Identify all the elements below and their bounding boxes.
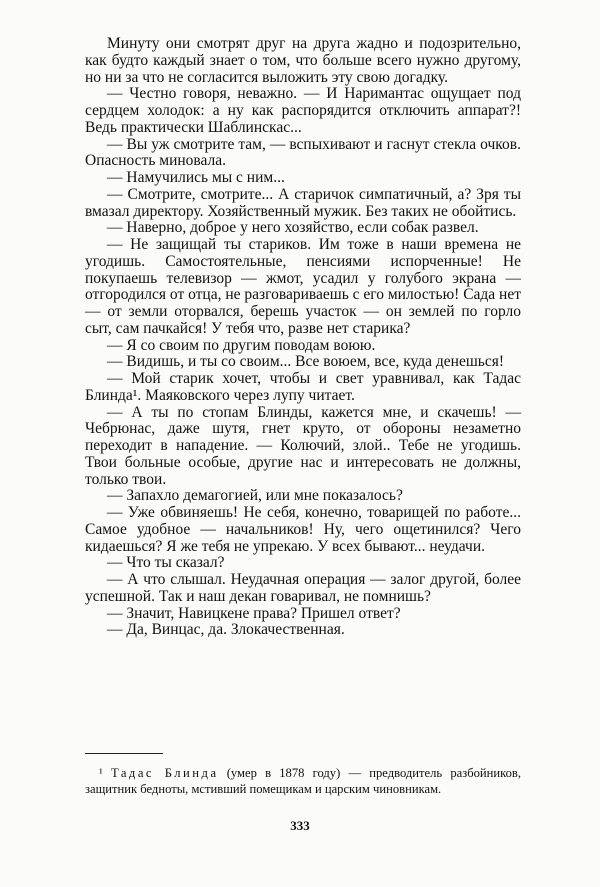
main-text (85, 36, 521, 639)
page-number: 333 (290, 818, 310, 833)
paragraph: Минуту они смотрят друг на друга жадно и подозрительно, как будто каждый знает о том, что больше всего нужно другому, но ни за что не согласится выложить эту свою догадку. (85, 35, 521, 86)
paragraph: — Да, Винцас, да. Злокачественная. (107, 621, 345, 639)
paragraph: — Мой старик хочет, чтобы и свет уравнивал, как Тадас Блинда¹. Маяковского через лупу читает. (85, 370, 521, 404)
footnote (85, 766, 521, 797)
footnote-name: Тадас Блинда (110, 766, 219, 780)
paragraph: — Значит, Навицкене права? Пришел ответ? (107, 604, 401, 622)
footnote-text: (умер в 1878 году) — предводитель разбойников, защитник бедноты, мстивший помещикам и царским чиновникам. (85, 766, 522, 796)
paragraph: — Вы уж смотрите там, — вспыхивают и гаснут стекла очков. Опасность миновала. (85, 135, 521, 170)
paragraph: — Наверно, доброе у него хозяйство, если собак развел. (107, 219, 479, 237)
footnote-marker: ¹ (99, 766, 103, 780)
paragraph: — Не защищай ты стариков. Им тоже в наши времена не угодишь. Самостоятельные, пенсиями испорченные! Не покупаешь телевизор — жмот, усадил у голубого экрана — отгородился от отца, не разговариваешь с его милостью! Сада нет — от земли оторвался, берешь участок — он землей по горло сыт, сам пачкайся! У тебя что, разве нет старика? (85, 236, 521, 337)
paragraph: — Уже обвиняешь! Не себя, конечно, товарищей по работе... Самое удобное — начальников! Ну, чего ощетинился? Чего кидаешься? Я же тебя не упрекаю. У всех бывают... неудачи. (85, 504, 521, 555)
paragraph: — Намучились мы с ним... (107, 169, 285, 186)
paragraph: — Запахло демагогией, или мне показалось? (107, 487, 403, 505)
paragraph: — Что ты сказал? (107, 554, 225, 572)
paragraph: — А ты по стопам Блинды, кажется мне, и скачешь! — Чебрюнас, даже шутя, гнет круто, от обороны незаметно переходит в нападение. — Колючий, злой.. Тебе не угодишь. Твои больные особые, другие нас и интересовать не должны, только твои. (85, 403, 521, 488)
paragraph: — Честно говоря, неважно. — И Наримантас ощущает под сердцем холодок: а ну как распорядится отключить аппарат?! Ведь практически Шаблинскас... (85, 85, 521, 136)
footnote-divider (85, 753, 163, 754)
paragraph: — Видишь, и ты со своим... Все воюем, все, куда денешься! (107, 353, 505, 371)
paragraph: — Я со своим по другим поводам воюю. (107, 336, 376, 354)
paragraph: — А что слышал. Неудачная операция — залог другой, более успешной. Так и наш декан говаривал, не помнишь? (85, 571, 521, 605)
footnote-paragraph (85, 766, 521, 797)
paragraph: — Смотрите, смотрите... А старичок симпатичный, а? Зря ты вмазал директору. Хозяйственный мужик. Без таких не обойтись. (85, 185, 521, 220)
